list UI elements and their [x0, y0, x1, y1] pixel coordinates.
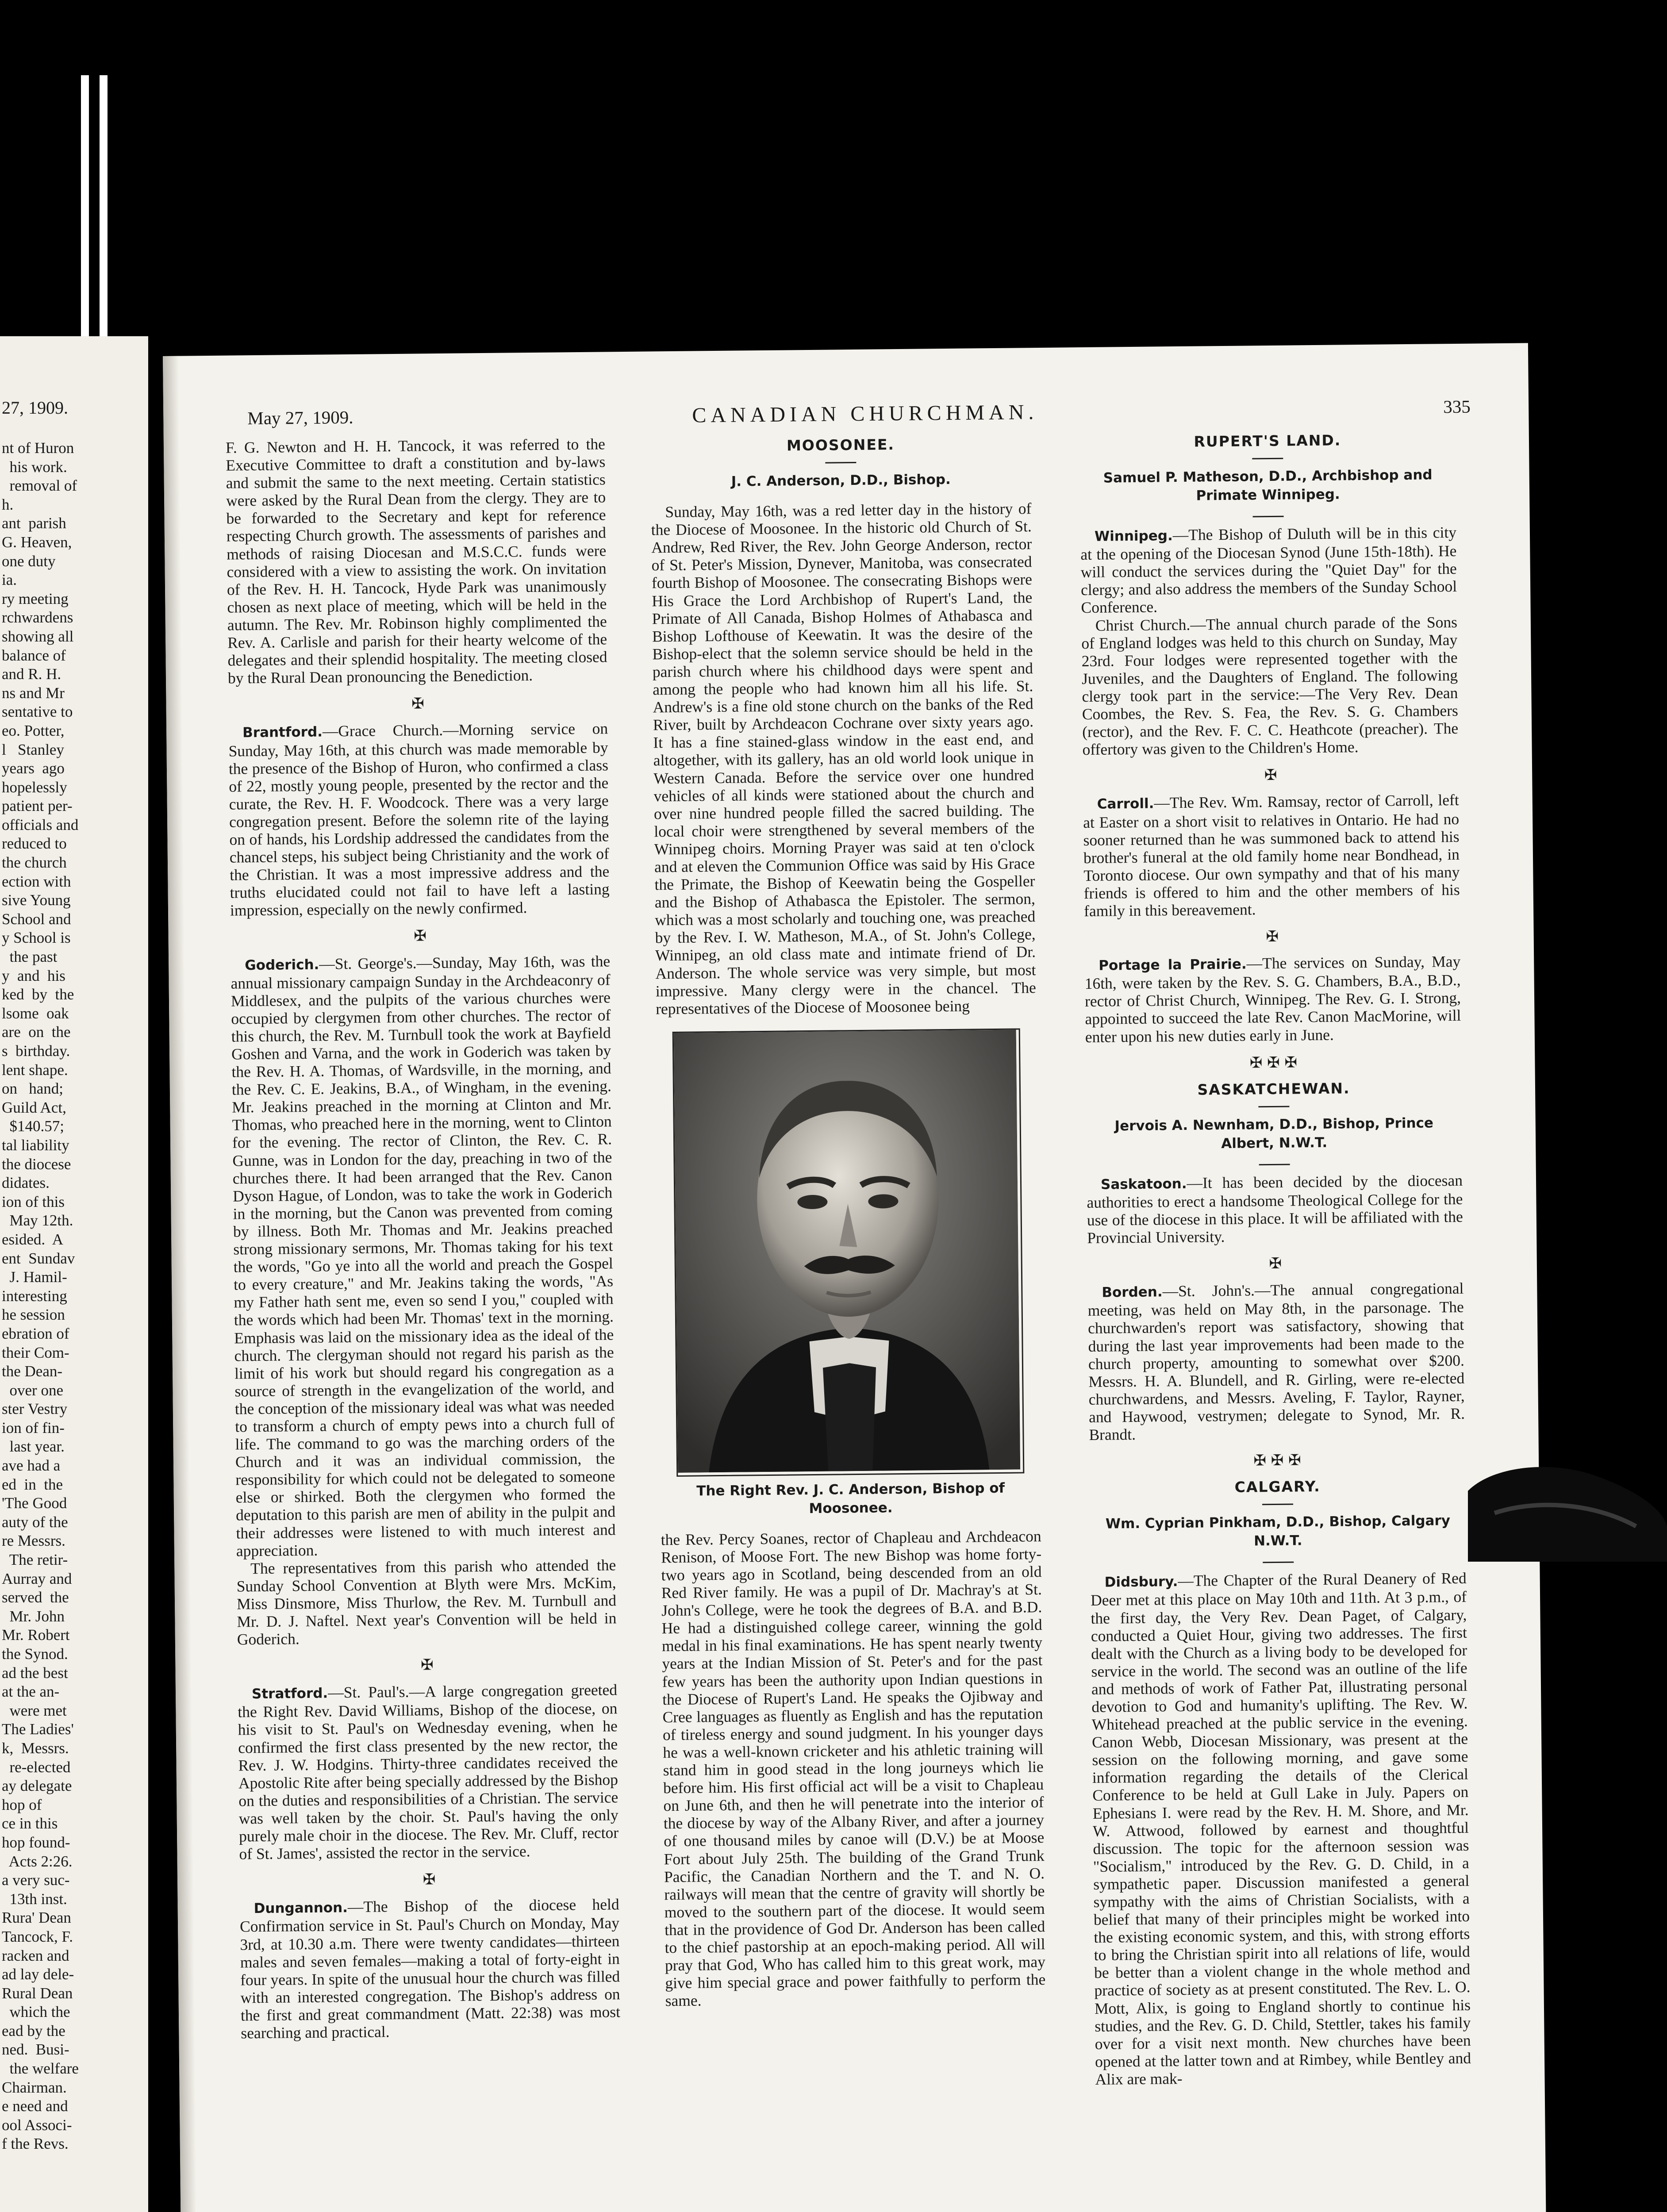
previous-page-line: ion of fin-	[2, 1419, 65, 1436]
previous-page-line: ay delegate	[2, 1777, 72, 1795]
previous-page-line: Rural Dean	[2, 1984, 73, 2002]
dateline-portage-la-prairie: Portage la Prairie.	[1099, 956, 1247, 974]
previous-page-line: ad the best	[2, 1664, 68, 1682]
page-number: 335	[1443, 396, 1471, 417]
previous-page-line: interesting	[2, 1287, 67, 1305]
article-portage-la-prairie: Portage la Prairie.—The services on Sunday, May 16th, were taken by the Rev. S. G. Chambers, B.A., B.D., rector of Christ Church, Winnipeg. The Rev. G. I. Strong, appointed to succeed the late Rev. Canon MacMorine, will enter upon his new duties early in June.	[1084, 952, 1461, 1046]
previous-page-line: the diocese	[2, 1155, 71, 1173]
previous-page-line: over one	[2, 1381, 63, 1399]
previous-page-line: at the an-	[2, 1683, 60, 1701]
dateline-goderich: Goderich.	[245, 956, 319, 973]
previous-page-line: Chairman.	[2, 2078, 67, 2096]
previous-page-line: showing all	[2, 627, 74, 645]
previous-page-line: Mr. John	[2, 1607, 65, 1625]
heading-rule	[1252, 458, 1283, 460]
previous-page-line: Mr. Robert	[2, 1626, 70, 1644]
article-didsbury: Didsbury.—The Chapter of the Rural Deanery of Red Deer met at this place on May 10th and 11th. At 3 p.m., of the first day, the Very Rev. Dean Paget, of Calgary, conducted a Quiet Hour, giving two addresses. The first dealt with the Church as a living body to be developed for service in the world. The second was an outline of the life and methods of work of Father Pat, illustrating personal devotion to God and humanity's uplifting. The Rev. W. Whitehead preached at the public service in the evening. Canon Webb, Diocesan Missionary, was present at the session on the following morning, and gave some information regarding the details of the Clerical Conference to be held at Gull Lake in July. Papers on Ephesians I. were read by the Rev. H. M. Shore, and Mr. W. Attwood, followed by earnest and thoughtful discussion. The topic for the afternoon session was "Socialism," introduced by the Rev. G. D. Child, in a sympathetic paper. Discussion manifested a general sympathy with the aims of Christian Socialists, with a belief that many of their principles might be worked into the existing economic system, and this, with strong efforts to bring the Christian spirit into all relations of life, would be better than a violent change in the whole method and practice of society as at present constituted. The Rev. L. O. Mott, Alix, is going to England shortly to continue his studies, and the Rev. G. D. Child, Stettler, takes his family over for a visit next month. New churches have been opened at the latter town and at Rimbey, while Bentley and Alix are mak-	[1090, 1569, 1471, 2088]
column-2	[650, 431, 1046, 2009]
dateline-dungannon: Dungannon.	[254, 1900, 348, 1917]
previous-page-line: tal liability	[2, 1136, 69, 1154]
previous-page-line: the Synod.	[2, 1645, 68, 1663]
previous-page-line: he session	[2, 1306, 65, 1324]
bishop-line-ruperts-land: Samuel P. Matheson, D.D., Archbishop and Primate Winnipeg.	[1103, 467, 1433, 504]
heading-rule	[1259, 1164, 1290, 1165]
previous-page-line: which the	[2, 2003, 70, 2021]
previous-page-line: y School is	[2, 929, 71, 947]
previous-page-line: racken and	[2, 1947, 69, 1964]
ornament-divider: ✠	[423, 1870, 436, 1889]
previous-page-line: auty of the	[2, 1513, 68, 1531]
ornament-divider: ✠	[420, 1656, 434, 1674]
previous-page-line: Rura' Dean	[2, 1909, 71, 1927]
previous-page-line: one duty	[2, 552, 56, 570]
previous-page-line: ection with	[2, 872, 71, 890]
article-continuation: F. G. Newton and H. H. Tancock, it was referred to the Executive Committee to draft a constitution and by-laws and submit the same to the next meeting. Certain statistics were asked by the Rural Dean from the clergy. They are to be forwarded to the Secretary and kept for reference respecting Church growth. The assessments of parishes and methods of raising Diocesan and M.S.C.C. funds were considered with a view to assisting the work. On invitation of the Rev. H. H. Tancock, Hyde Park was unanimously chosen as next place of meeting, which will be held in the autumn. The Rev. Mr. Robinson highly complimented the Rev. A. Carlisle and parish for their hearty welcome of the delegates and their splendid hospitality. The meeting closed by the Rural Dean pronouncing the Benediction.	[225, 435, 607, 687]
previous-page-line: The retir-	[2, 1551, 68, 1569]
page-date: May 27, 1909.	[247, 407, 353, 429]
article-dungannon: Dungannon.—The Bishop of the diocese held Confirmation service in St. Paul's Church on Monday, May 3rd, at 10.30 a.m. There were twenty candidates—thirteen males and seven females—making a total of forty-eight in four years. In spite of the unusual hour the church was filled with an interested congregation. The Bishop's address on the first and great commandment (Matt. 22:38) was most searching and practical.	[239, 1895, 621, 2042]
previous-page-line: $140.57;	[2, 1118, 64, 1135]
article-borden: Borden.—St. John's.—The annual congregational meeting, was held on May 8th, in the parsonage. The churchwarden's report was satisfactory, showing that during the last year improvements had been made to the church property, amounting to somewhat over $200. Messrs. H. A. Blundell, and R. Girling, were re-elected churchwardens, and Messrs. Aveling, F. Taylor, Rayner, and Haywood, vestrymen; delegate to Synod, Mr. R. Brandt.	[1087, 1279, 1465, 1444]
section-heading-moosonee: MOOSONEE.	[786, 436, 895, 454]
previous-page-line: k, Messrs.	[2, 1739, 69, 1757]
dateline-brantford: Brantford.	[242, 724, 323, 741]
previous-page-line: J. Hamil-	[2, 1268, 67, 1286]
previous-page-line: Tancock, F.	[2, 1928, 73, 1945]
previous-page-line: a very suc-	[2, 1871, 70, 1889]
previous-page-line: e need and	[2, 2097, 68, 2115]
article-christ-church: Christ Church.—The annual church parade of the Sons of England lodges was held to this church on Sunday, May 23rd. Four lodges were represented together with the Juveniles, and the Daughters of England. The following clergy took part in the service:—The Very Rev. Dean Coombes, the Rev. S. Fea, the Rev. S. G. Chambers (rector), and the Rev. F. C. C. Heathcote (preacher). The offertory was given to the Children's Home.	[1081, 613, 1459, 759]
previous-page-line: 'The Good	[2, 1494, 67, 1512]
dateline-didsbury: Didsbury.	[1104, 1574, 1178, 1591]
previous-page-line: ry meeting	[2, 590, 69, 607]
ornament-divider: ✠	[1264, 766, 1277, 784]
previous-page-line: Acts 2:26.	[2, 1852, 73, 1870]
ornament-divider-triple: ✠ ✠ ✠	[1253, 1451, 1301, 1470]
section-heading-calgary: CALGARY.	[1234, 1478, 1321, 1496]
previous-page-line: ead by the	[2, 2022, 65, 2039]
previous-page-line: balance of	[2, 646, 66, 664]
previous-page-line: 13th inst.	[2, 1890, 67, 1908]
previous-page-line: ked by the	[2, 986, 74, 1003]
dateline-borden: Borden.	[1102, 1284, 1163, 1301]
portrait-illustration	[674, 1029, 1021, 1472]
previous-page-line: rchwardens	[2, 609, 73, 626]
previous-page-line: f the Revs.	[2, 2135, 69, 2153]
article-brantford: Brantford.—Grace Church.—Morning service on Sunday, May 16th, at this church was made memorable by the presence of the Bishop of Huron, who confirmed a class of 22, mostly young people, presented by the rector and the curate, the Rev. H. F. Woodcock. There was a very large congregation present. Before the solemn rite of the laying on of hands, his Lordship addressed the candidates from the chancel steps, his subject being Christianity and the work of the Christian. It was a most impressive address and the truths elucidated could not fail to have left a lasting impression, especially on the newly confirmed.	[228, 719, 610, 919]
previous-page-line: eo. Potter,	[2, 722, 65, 739]
previous-page-line: ster Vestry	[2, 1400, 68, 1418]
portrait-caption: The Right Rev. J. C. Anderson, Bishop of Moosonee.	[696, 1480, 1005, 1517]
bishop-line-calgary: Wm. Cyprian Pinkham, D.D., Bishop, Calgary N.W.T.	[1105, 1513, 1451, 1549]
previous-page-line: his work.	[2, 458, 67, 476]
heading-rule	[1263, 1562, 1294, 1563]
previous-page-line: y and his	[2, 967, 65, 984]
previous-page-line: ion of this	[2, 1193, 65, 1210]
previous-page-line: the past	[2, 948, 58, 966]
previous-page-line: hopelessly	[2, 778, 67, 796]
article-goderich-continued: The representatives from this parish who attended the Sunday School Convention at Blyth were Mrs. McKim, Miss Dinsmore, Miss Thurlow, the Rev. M. Turnbull and Mr. D. J. Naftel. Next year's Convention will be held in Goderich.	[236, 1556, 617, 1648]
previous-page-line: The Ladies'	[2, 1720, 74, 1738]
column-1	[226, 435, 621, 2042]
previous-page-fragment	[0, 336, 148, 2212]
dateline-saskatoon: Saskatoon.	[1100, 1175, 1187, 1193]
previous-page-line: were met	[2, 1701, 67, 1719]
previous-page-line: re Messrs.	[2, 1532, 65, 1550]
dateline-stratford: Stratford.	[251, 1685, 328, 1702]
heading-rule	[1262, 1504, 1293, 1505]
heading-rule	[1253, 516, 1284, 518]
previous-page-line: lsome oak	[2, 1004, 69, 1022]
previous-page-line: ant parish	[2, 515, 66, 532]
dateline-carroll: Carroll.	[1097, 795, 1154, 813]
newspaper-page	[163, 343, 1546, 2212]
section-heading-ruperts-land: RUPERT'S LAND.	[1194, 431, 1341, 450]
previous-page-line: ad lay dele-	[2, 1966, 74, 1983]
previous-page-running-head: 27, 1909.	[2, 398, 68, 418]
previous-page-line: re-elected	[2, 1758, 71, 1776]
previous-page-line: ned. Busi-	[2, 2041, 69, 2058]
previous-page-line: on hand;	[2, 1080, 64, 1098]
film-frame-bar-top-left	[81, 75, 89, 341]
previous-page-line: hop found-	[2, 1833, 70, 1851]
article-moosonee-continued: the Rev. Percy Soanes, rector of Chapleau and Archdeacon Renison, of Moose Fort. The new Bishop was home forty-two years ago in Scotland, being descended from an old Red River family. He was a pupil of Dr. Machray's at St. John's College, were he took the degrees of B.A. and B.D. He had a distinguished college career, winning the gold medal in his final examinations. He has spent nearly twenty years at the Indian Mission of St. Peter's and for the past few years has been the authority upon Indian questions in the Diocese of Rupert's Land. He speaks the Ojibway and Cree languages as fluently as English and has the reputation of tireless energy and sound judgment. In his younger days he was a well-known cricketer and his athletic training will stand him in good stead in the long journeys which lie before him. His first official act will be a visit to Chapleau on June 6th, and then he will penetrate into the interior of the diocese by way of the Albany River, and after a journey of one thousand miles by canoe will (D.V.) be at Moose Fort about July 25th. The building of the Grand Trunk Pacific, the Canadian Northern and the T. and N. O. railways will mean that the centre of gravity will shortly be moved to the southern part of the diocese. It would seem that in the providence of God Dr. Anderson has been called to the chief pastorship at an epoch-making period. All will pray that God, Who has called him to this great work, may give him special grace and power faithfully to perform the same.	[661, 1527, 1046, 2010]
previous-page-line: ns and Mr	[2, 684, 65, 702]
page-gutter-shadow	[163, 356, 197, 2212]
previous-page-line: the Dean-	[2, 1363, 63, 1380]
article-carroll: Carroll.—The Rev. Wm. Ramsay, rector of Carroll, left at Easter on a short visit to relatives in Ontario. He had no sooner returned than he was summoned back to attend his brother's funeral at the old family home near Bondhead, in Toronto diocese. Our own sympathy and that of his many friends is offered to him and the other members of his family in this bereavement.	[1083, 791, 1460, 920]
previous-page-line: officials and	[2, 816, 79, 833]
previous-page-line: ce in this	[2, 1815, 58, 1832]
previous-page-line: the church	[2, 854, 67, 872]
masthead-title: CANADIAN CHURCHMAN.	[692, 400, 1038, 427]
heading-rule	[1258, 1106, 1289, 1107]
previous-page-line: May 12th.	[2, 1212, 73, 1229]
ornament-divider: ✠	[1266, 927, 1279, 946]
film-frame-bar-top-right	[100, 75, 108, 341]
previous-page-text	[2, 439, 148, 2154]
previous-page-line: hop of	[2, 1796, 42, 1813]
dateline-winnipeg: Winnipeg.	[1094, 528, 1173, 545]
previous-page-line: served the	[2, 1589, 69, 1606]
bishop-portrait-photo	[672, 1028, 1025, 1476]
bishop-line-moosonee: J. C. Anderson, D.D., Bishop.	[731, 472, 951, 490]
article-goderich: Goderich.—St. George's.—Sunday, May 16th, was the annual missionary campaign Sunday in the Archdeaconry of Middlesex, and the pulpits of the various churches were occupied by clergymen from other churches. The rector of this church, the Rev. M. Turnbull took the work at Bayfield Goshen and Varna, and the work in Goderich was taken by the Rev. H. A. Thomas, of Wardsville, in the morning, and the Rev. C. E. Jeakins, B.A., of Wingham, in the evening. Mr. Jeakins preached in the morning at Clinton and Mr. Thomas, who preached here in the morning, went to Clinton for the evening. The rector of Clinton, the Rev. C. R. Gunne, was in London for the day, preaching in two of the churches there. It had been arranged that the Rev. Canon Dyson Hague, of London, was to take the work in Goderich in the morning, but the Canon was prevented from coming by illness. Both Mr. Thomas and Mr. Jeakins preached strong missionary sermons, Mr. Thomas taking for his text the words, "Go ye into all the world and preach the Gospel to every creature," and Mr. Jeakins taking the words, "As my Father hath sent me, even so send I you," coupled with the words which had been Mr. Thomas' text in the morning. Emphasis was laid on the missionary idea as the ideal of the church. The clergyman should not regard his parish as the limit of his work but should regard his congregation as a source of strength in the evangelization of the world, and the conception of the missionary ideal was what was needed to transform a church of empty pews into a church full of life. The command to go was the marching orders of the Church and it was an individual commission, the responsibility for which could not be delegated to someone else or shirked. Both the clergymen who formed the deputation to this parish are men of ability in the pulpit and their addresses were listened to with much interest and appreciation.	[230, 952, 616, 1560]
previous-page-line: G. Heaven,	[2, 533, 72, 551]
previous-page-line: School and	[2, 910, 71, 928]
ornament-divider: ✠	[411, 695, 425, 713]
previous-page-line: sive Young	[2, 891, 71, 909]
previous-page-line: lent shape.	[2, 1061, 68, 1079]
previous-page-line: Aurray and	[2, 1570, 72, 1587]
column-3	[1079, 427, 1471, 2088]
article-stratford: Stratford.—St. Paul's.—A large congregation greeted the Right Rev. David Williams, Bishop of the diocese, on his visit to St. Paul's on Wednesday evening, when he confirmed the first class presented by the new rector, the Rev. J. W. Hodgins. Thirty-three candidates received the Apostolic Rite after being specially addressed by the Bishop on the duties and responsibilities of a Christian. The service was well taken by the choir. St. Paul's having the only purely male choir in the diocese. The Rev. Mr. Cluff, rector of St. James', assisted the rector in the service.	[238, 1681, 619, 1863]
previous-page-line: removal of	[2, 477, 77, 495]
previous-page-line: h.	[2, 495, 14, 513]
heading-rule	[825, 462, 856, 464]
ornament-divider-triple: ✠ ✠ ✠	[1249, 1053, 1298, 1072]
bishop-line-saskatchewan: Jervois A. Newnham, D.D., Bishop, Prince Albert, N.W.T.	[1114, 1115, 1434, 1152]
ornament-divider: ✠	[1269, 1255, 1282, 1273]
previous-page-line: ave had a	[2, 1457, 61, 1475]
scanner-thumb-shadow	[1468, 1460, 1667, 1562]
previous-page-line: nt of Huron	[2, 439, 74, 457]
previous-page-line: reduced to	[2, 835, 67, 853]
article-winnipeg: Winnipeg.—The Bishop of Duluth will be in this city at the opening of the Diocesan Synod (June 15th-18th). He will conduct the services during the "Quiet Day" for the clergy; and also address the members of the Sunday School Conference.	[1080, 523, 1457, 617]
article-moosonee-consecration: Sunday, May 16th, was a red letter day in the history of the Diocese of Moosonee. In the historic old Church of St. Andrew, Red River, the Rev. John George Anderson, rector of St. Peter's Mission, Dynever, Manitoba, was consecrated fourth Bishop of Moosonee. The consecrating Bishops were His Grace the Lord Archbishop of Rupert's Land, the Primate of All Canada, Bishop Holmes of Athabasca and Bishop Lofthouse of Keewatin. It was the desire of the Bishop-elect that the solemn service should be held in the parish church where his childhood days were spent and among the people who had known him all his life. St. Andrew's is a fine old stone church on the banks of the Red River, built by Archdeacon Cochrane over sixty years ago. It has a fine stained-glass window in the east end, and altogether, with its gallery, has an old world look unique in Western Canada. Before the service over one hundred vehicles of all kinds were stationed about the church and over nine hundred people filled the sacred building. The local choir were strengthened by several members of the Winnipeg choirs. Morning Prayer was said at ten o'clock and at eleven the Communion Office was said by His Grace the Primate, the Bishop of Keewatin being the Gospeller and the Bishop of Athabasca the Epistoler. The sermon, which was a most scholarly and touching one, was preached by the Rev. I. W. Matheson, M.A., of St. John's College, Winnipeg, an old class mate and intimate friend of Dr. Anderson. The whole service was very simple, but most impressive. Many clergy were in the chancel. The representatives of the Diocese of Moosonee being	[651, 499, 1036, 1018]
article-saskatoon: Saskatoon.—It has been decided by the diocesan authorities to erect a handsome Theological College for the use of the diocese in this place. It will be affiliated with the Provincial University.	[1087, 1171, 1463, 1247]
previous-page-line: s birthday.	[2, 1042, 70, 1060]
previous-page-line: last year.	[2, 1438, 65, 1455]
previous-page-line: and R. H.	[2, 665, 61, 683]
previous-page-line: ool Associ-	[2, 2116, 72, 2134]
ornament-divider: ✠	[414, 927, 427, 945]
previous-page-line: didates.	[2, 1174, 50, 1192]
previous-page-line: Guild Act,	[2, 1098, 66, 1116]
previous-page-line: esided. A	[2, 1230, 64, 1248]
previous-page-line: l Stanley	[2, 741, 64, 758]
previous-page-line: their Com-	[2, 1344, 69, 1361]
section-heading-saskatchewan: SASKATCHEWAN.	[1197, 1079, 1350, 1098]
previous-page-line: ed in the	[2, 1475, 63, 1493]
previous-page-line: sentative to	[2, 703, 73, 721]
previous-page-line: years ago	[2, 760, 65, 777]
previous-page-line: are on the	[2, 1023, 71, 1041]
previous-page-line: ent Sundav	[2, 1249, 75, 1267]
previous-page-line: patient per-	[2, 797, 73, 815]
previous-page-line: the welfare	[2, 2060, 79, 2078]
previous-page-line: ebration of	[2, 1325, 69, 1342]
previous-page-line: ia.	[2, 571, 17, 589]
